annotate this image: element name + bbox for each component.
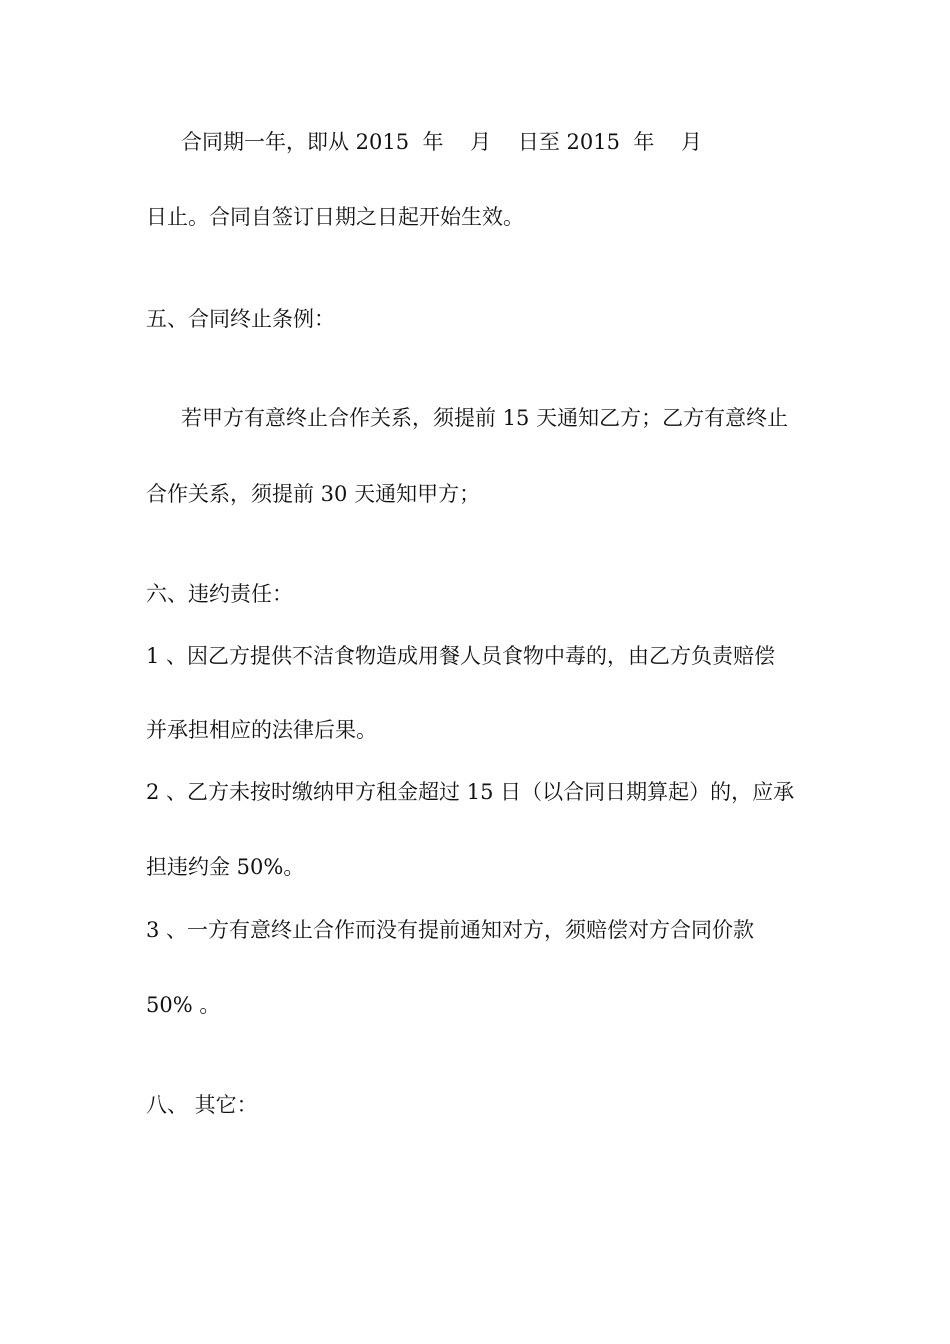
liability-item-2-line-2: 担违约金 50%。	[146, 855, 305, 879]
liability-item-1-line-2: 并承担相应的法律后果。	[146, 718, 377, 742]
termination-clause-line-1: 若甲方有意终止合作关系，须提前 15 天通知乙方；乙方有意终止	[181, 406, 789, 430]
contract-term-line-1: 合同期一年，即从 2015 年 月 日至 2015 年 月	[181, 130, 703, 154]
section-five-heading: 五、合同终止条例：	[146, 307, 335, 331]
termination-clause-line-2: 合作关系，须提前 30 天通知甲方；	[146, 482, 481, 506]
liability-item-3-line-1: 3 、一方有意终止合作而没有提前通知对方，须赔偿对方合同价款	[146, 918, 755, 942]
section-eight-heading: 八、 其它：	[146, 1093, 258, 1117]
contract-term-line-2: 日止。合同自签订日期之日起开始生效。	[146, 205, 524, 229]
liability-item-2-line-1: 2 、乙方未按时缴纳甲方租金超过 15 日（以合同日期算起）的，应承	[146, 780, 795, 804]
liability-item-3-line-2: 50% 。	[146, 993, 221, 1017]
liability-item-1-line-1: 1 、因乙方提供不洁食物造成用餐人员食物中毒的，由乙方负责赔偿	[146, 644, 776, 668]
section-six-heading: 六、违约责任：	[146, 582, 293, 606]
